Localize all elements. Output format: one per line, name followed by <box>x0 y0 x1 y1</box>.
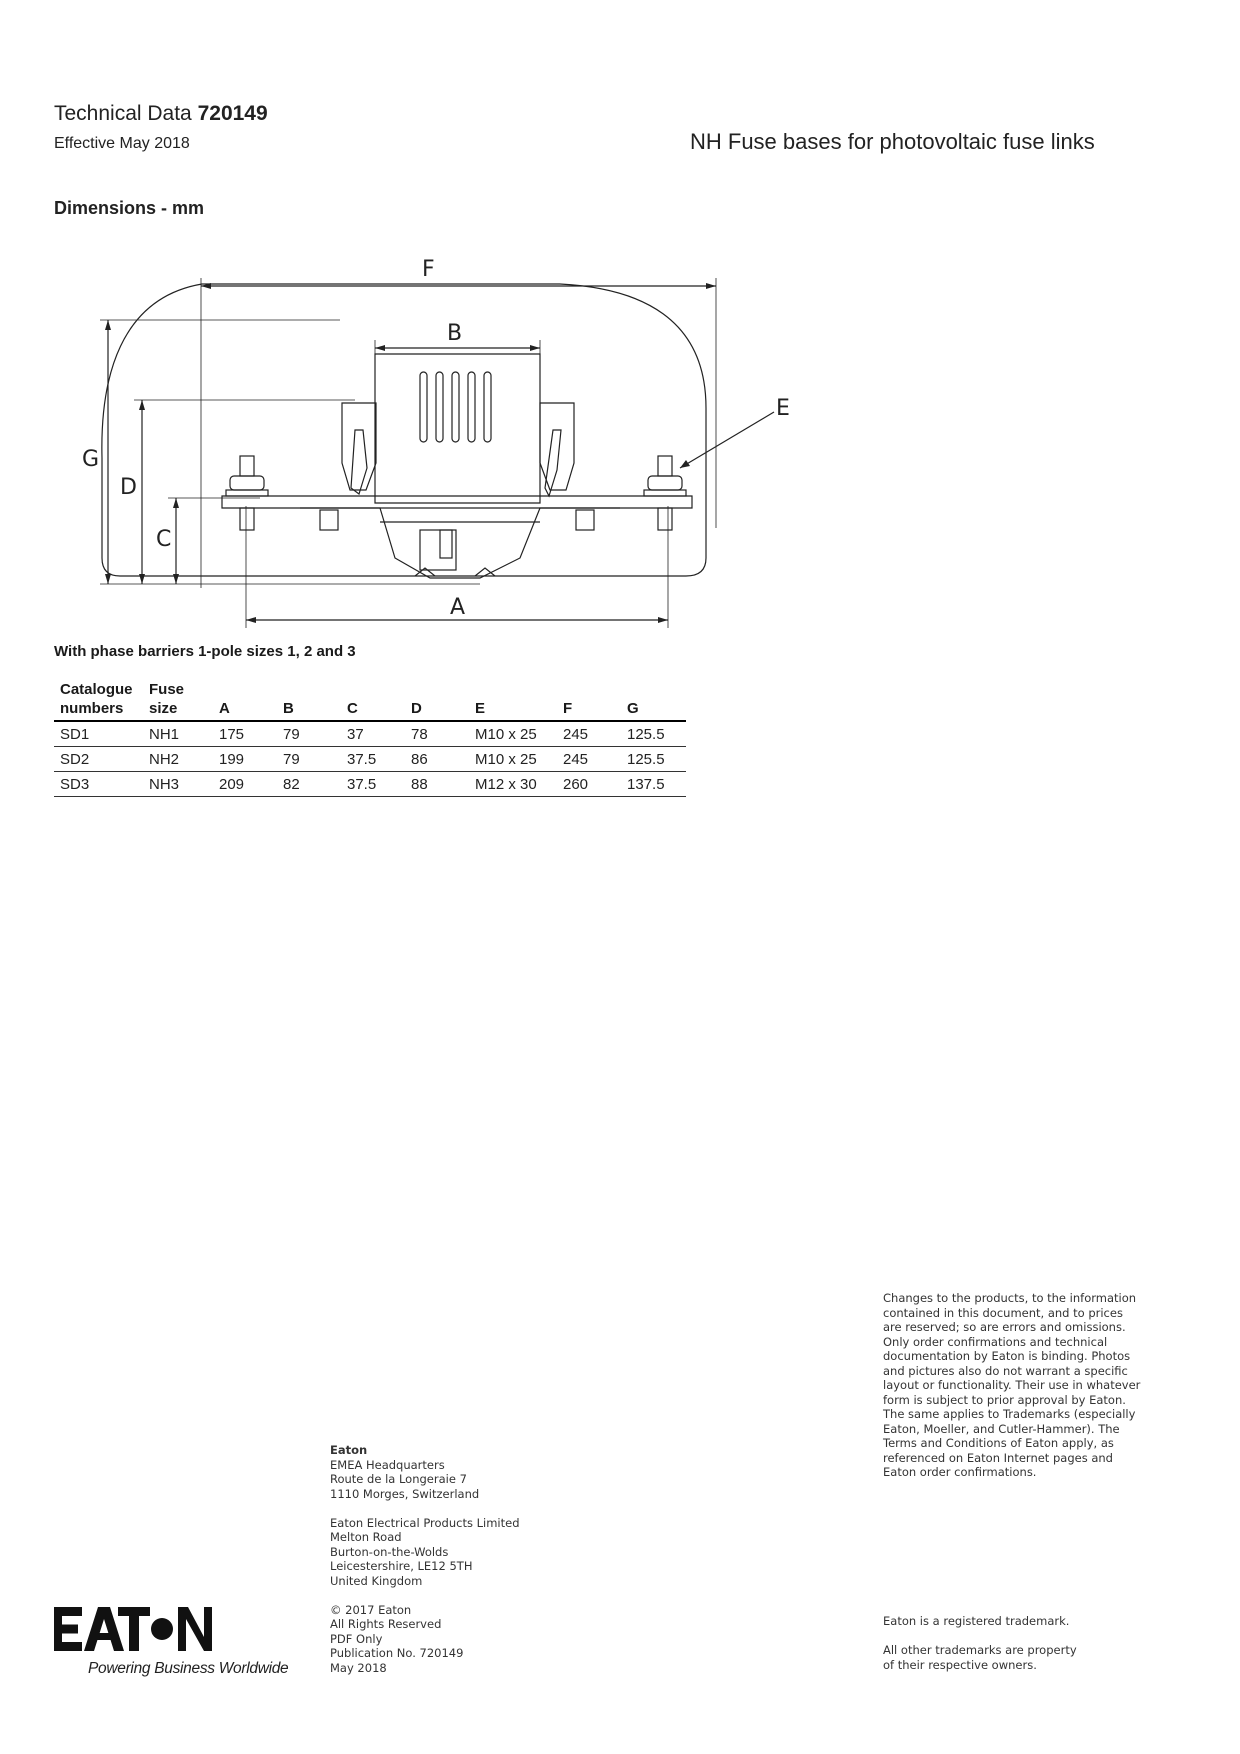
dimensions-table <box>54 680 686 797</box>
leader-e <box>680 412 774 468</box>
label-c: C <box>156 527 172 552</box>
cell: 88 <box>405 772 469 797</box>
header-d: D <box>405 680 469 721</box>
address-line: Eaton Electrical Products Limited <box>330 1515 520 1530</box>
cell: 37.5 <box>341 747 405 772</box>
publication-line: PDF Only <box>330 1631 383 1646</box>
cell: M10 x 25 <box>469 721 557 747</box>
header-e: E <box>469 680 557 721</box>
header-catalogue: Catalogue numbers <box>54 680 143 721</box>
label-a: A <box>450 595 466 620</box>
cell: 175 <box>213 721 277 747</box>
header-f: F <box>557 680 621 721</box>
cell: 79 <box>277 747 341 772</box>
label-d: D <box>120 475 137 500</box>
label-e: E <box>776 396 790 421</box>
header-fuse-size: Fuse size <box>143 680 213 721</box>
label-g: G <box>82 447 100 472</box>
label-b: B <box>447 321 463 346</box>
cell: 125.5 <box>621 747 686 772</box>
address-line: Melton Road <box>330 1530 402 1544</box>
section-title: Dimensions - mm <box>54 198 205 218</box>
cell: 245 <box>557 721 621 747</box>
table-caption: With phase barriers 1-pole sizes 1, 2 and 3 <box>54 643 356 660</box>
dimension-drawing <box>80 258 800 638</box>
cell: 209 <box>213 772 277 797</box>
cell: SD3 <box>54 772 143 797</box>
product-heading: NH Fuse bases for photovoltaic fuse links <box>690 129 1095 154</box>
header-g: G <box>621 680 686 721</box>
publication-line: May 2018 <box>330 1660 387 1675</box>
dimension-arrowheads <box>105 283 716 623</box>
cell: M10 x 25 <box>469 747 557 772</box>
phase-barrier-outline <box>102 284 706 576</box>
header-c: C <box>341 680 405 721</box>
cell: 37.5 <box>341 772 405 797</box>
cell: 86 <box>405 747 469 772</box>
address-line: Burton-on-the-Wolds <box>330 1544 449 1559</box>
trademark-notes <box>883 1614 1143 1672</box>
address-block <box>330 1443 590 1675</box>
publication-line: All Rights Reserved <box>330 1617 442 1631</box>
header-a: A <box>213 680 277 721</box>
disclaimer-text: Changes to the products, to the information contained in this document, and to prices are reserved; so are errors and omissions. Only order confirmations and technical documentation by Eaton is binding. Photos and pictures also do not warrant a specific layout or functionality. Their use in whatever form is subject to prior approval by Eaton. The same applies to Trademarks (especially Eaton, Moeller, and Cutler-Hammer). The Terms and Conditions of Eaton apply, as referenced on Eaton Internet pages and Eaton order confirmations. <box>883 1291 1141 1479</box>
cell: NH3 <box>143 772 213 797</box>
trademark-registered: Eaton is a registered trademark. <box>883 1614 1070 1628</box>
address-line: United Kingdom <box>330 1573 423 1588</box>
cell: 137.5 <box>621 772 686 797</box>
cell: 37 <box>341 721 405 747</box>
title-number: 720149 <box>197 102 268 125</box>
eaton-logo <box>54 1605 214 1653</box>
trademark-others-2: of their respective owners. <box>883 1657 1037 1672</box>
document-title <box>54 102 268 126</box>
table-row <box>54 747 686 772</box>
address-line: EMEA Headquarters <box>330 1457 445 1472</box>
cell: 78 <box>405 721 469 747</box>
cell: NH2 <box>143 747 213 772</box>
effective-date: Effective May 2018 <box>54 135 190 152</box>
table-row <box>54 772 686 797</box>
title-prefix: Technical Data <box>54 102 192 125</box>
logo-tagline: Powering Business Worldwide <box>88 1660 289 1677</box>
publication-line: © 2017 Eaton <box>330 1602 412 1617</box>
publication-line: Publication No. 720149 <box>330 1646 464 1660</box>
cell: 199 <box>213 747 277 772</box>
company-name: Eaton <box>330 1443 368 1457</box>
cell: M12 x 30 <box>469 772 557 797</box>
cell: 82 <box>277 772 341 797</box>
cell: 125.5 <box>621 721 686 747</box>
address-line: Route de la Longeraie 7 <box>330 1472 467 1486</box>
cell: 260 <box>557 772 621 797</box>
address-line: Leicestershire, LE12 5TH <box>330 1559 473 1573</box>
cell: NH1 <box>143 721 213 747</box>
cell: 79 <box>277 721 341 747</box>
cell: SD1 <box>54 721 143 747</box>
table-row <box>54 721 686 747</box>
trademark-others-1: All other trademarks are property <box>883 1643 1077 1657</box>
table-header-row <box>54 680 686 721</box>
label-f: F <box>422 258 435 282</box>
cell: SD2 <box>54 747 143 772</box>
address-line: 1110 Morges, Switzerland <box>330 1486 480 1501</box>
header-b: B <box>277 680 341 721</box>
cell: 245 <box>557 747 621 772</box>
